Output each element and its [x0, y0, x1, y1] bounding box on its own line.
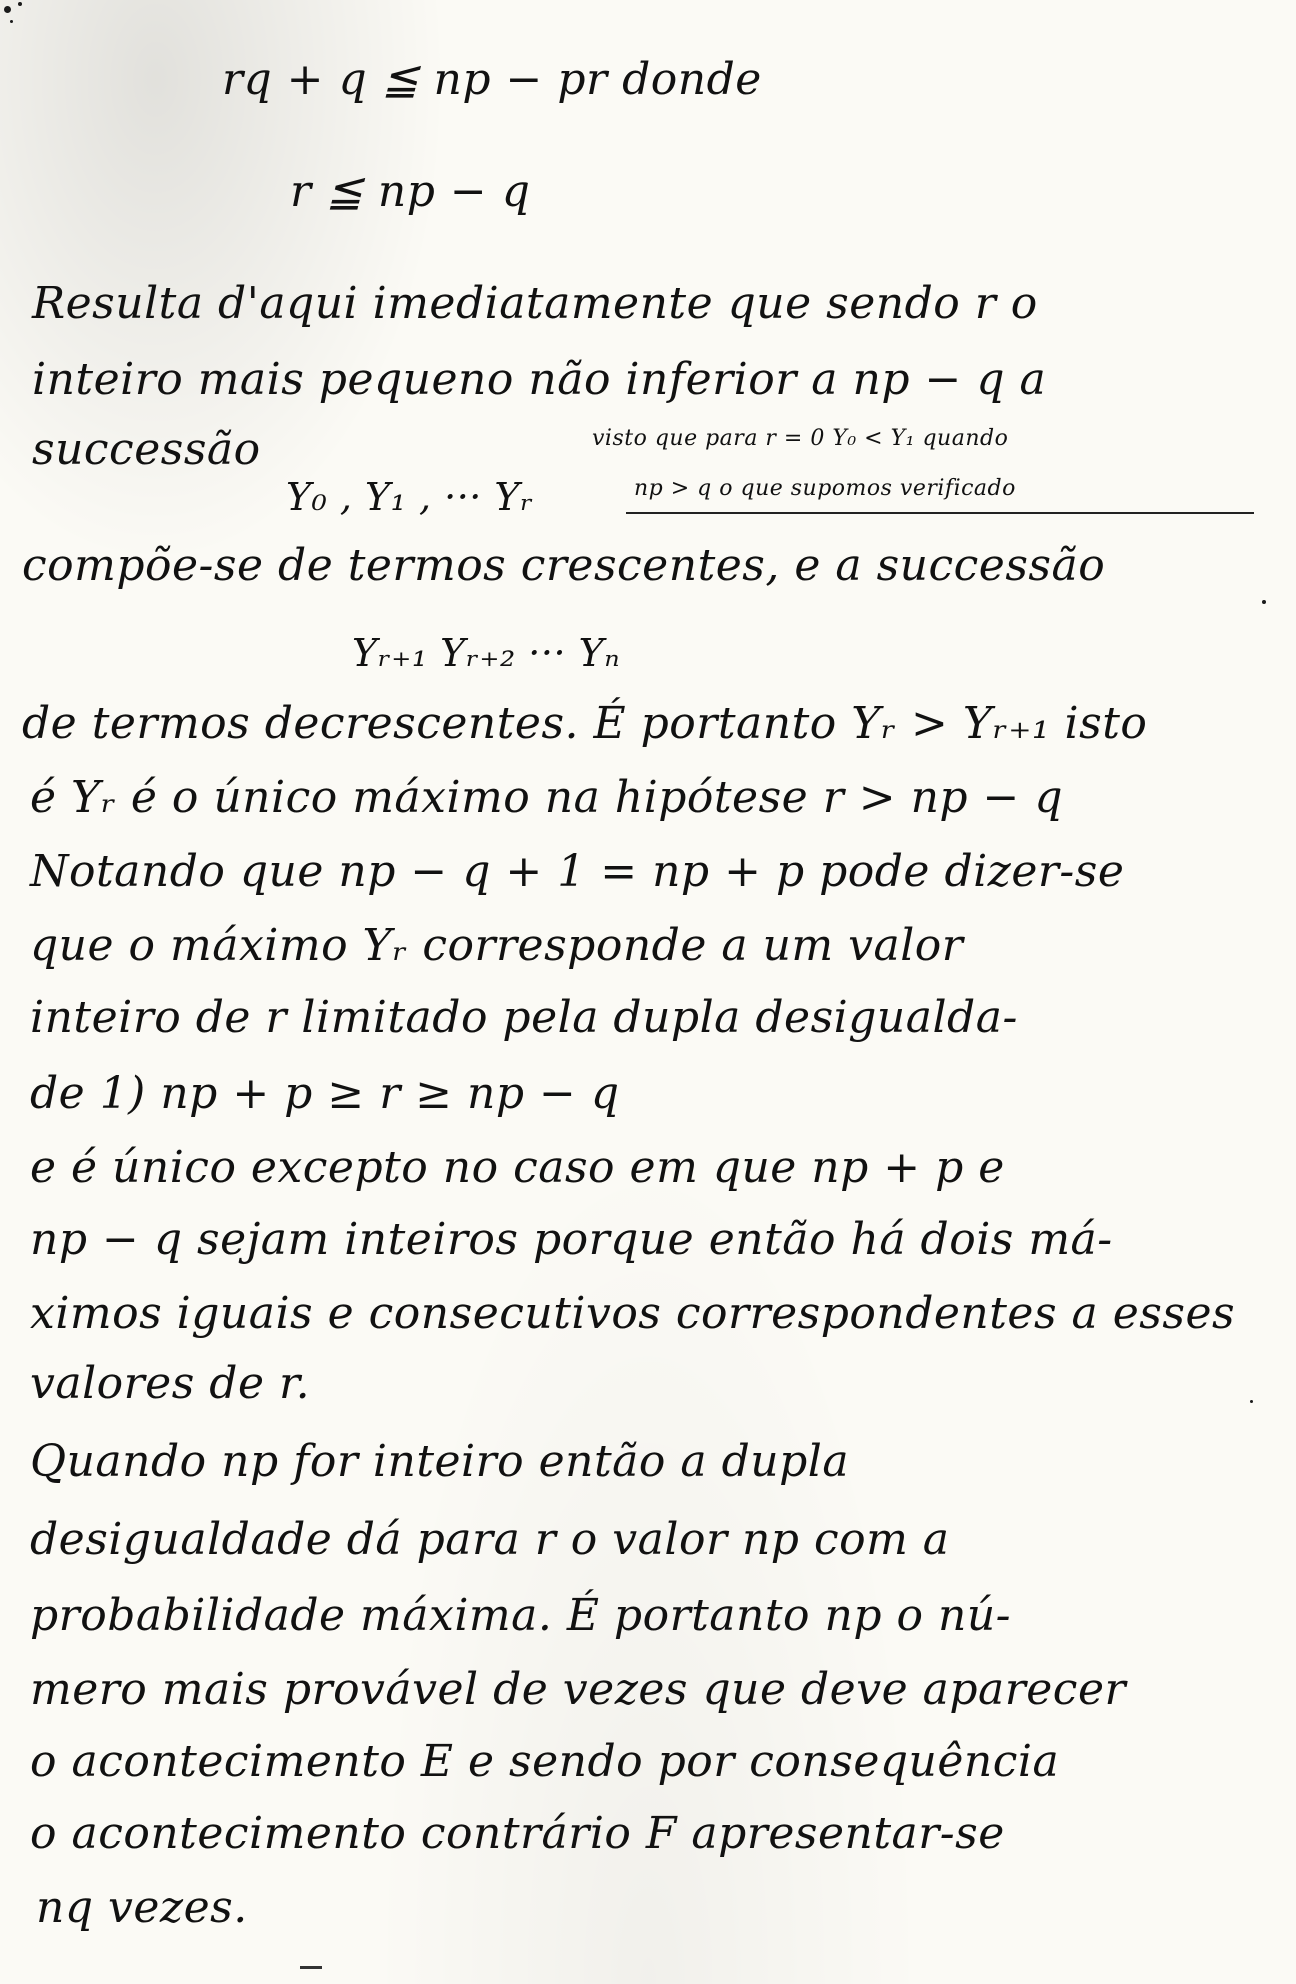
manuscript-line: que o máximo Yᵣ corresponde a um valor: [30, 920, 964, 971]
manuscript-line-inequality: de 1) np + p ≥ r ≥ np − q: [30, 1068, 620, 1119]
manuscript-line-sequence: Yᵣ₊₁ Yᵣ₊₂ ··· Yₙ: [352, 631, 621, 675]
manuscript-line: nq vezes.: [36, 1882, 248, 1933]
manuscript-line: probabilidade máxima. É portanto np o nú-: [30, 1590, 1012, 1641]
manuscript-line: ximos iguais e consecutivos correspondentes a esses: [30, 1288, 1236, 1339]
manuscript-line-formula-1: rq + q ≦ np − pr donde: [222, 54, 762, 105]
manuscript-line-formula-2: r ≦ np − q: [290, 166, 531, 217]
manuscript-line: é Yᵣ é o único máximo na hipótese r > np − q: [30, 772, 1064, 823]
manuscript-line: o acontecimento contrário F apresentar-se: [30, 1808, 1005, 1859]
manuscript-line: successão: [32, 424, 261, 475]
page-edge-mark: [300, 1966, 322, 1969]
manuscript-line-sequence: Y₀ , Y₁ , ··· Yᵣ: [286, 475, 534, 519]
scan-speck: [18, 2, 22, 6]
manuscript-line: Resulta d'aqui imediatamente que sendo r o: [32, 278, 1038, 329]
manuscript-line: inteiro de r limitado pela dupla desigualda-: [30, 992, 1018, 1043]
manuscript-line: Notando que np − q + 1 = np + p pode dizer-se: [30, 846, 1125, 897]
scan-speck: [10, 20, 13, 23]
manuscript-line: o acontecimento E e sendo por consequência: [30, 1736, 1060, 1787]
note-underline: [626, 512, 1254, 514]
manuscript-line: valores de r.: [30, 1358, 311, 1409]
manuscript-marginal-note: visto que para r = 0 Y₀ < Y₁ quando: [592, 426, 1009, 451]
manuscript-line: e é único excepto no caso em que np + p e: [30, 1142, 1005, 1193]
manuscript-line: mero mais provável de vezes que deve aparecer: [30, 1664, 1127, 1715]
manuscript-line: np − q sejam inteiros porque então há dois má-: [30, 1214, 1113, 1265]
scan-speck: [1250, 1400, 1253, 1403]
scan-speck: [4, 6, 11, 13]
manuscript-line: inteiro mais pequeno não inferior a np − q a: [32, 354, 1047, 405]
manuscript-line: Quando np for inteiro então a dupla: [30, 1436, 850, 1487]
manuscript-marginal-note: np > q o que supomos verificado: [634, 476, 1016, 501]
manuscript-line: compõe-se de termos crescentes, e a successão: [22, 540, 1106, 591]
scan-speck: [1262, 600, 1266, 604]
manuscript-line: desigualdade dá para r o valor np com a: [30, 1514, 950, 1565]
manuscript-line: de termos decrescentes. É portanto Yᵣ > Yᵣ₊₁ isto: [22, 698, 1148, 749]
